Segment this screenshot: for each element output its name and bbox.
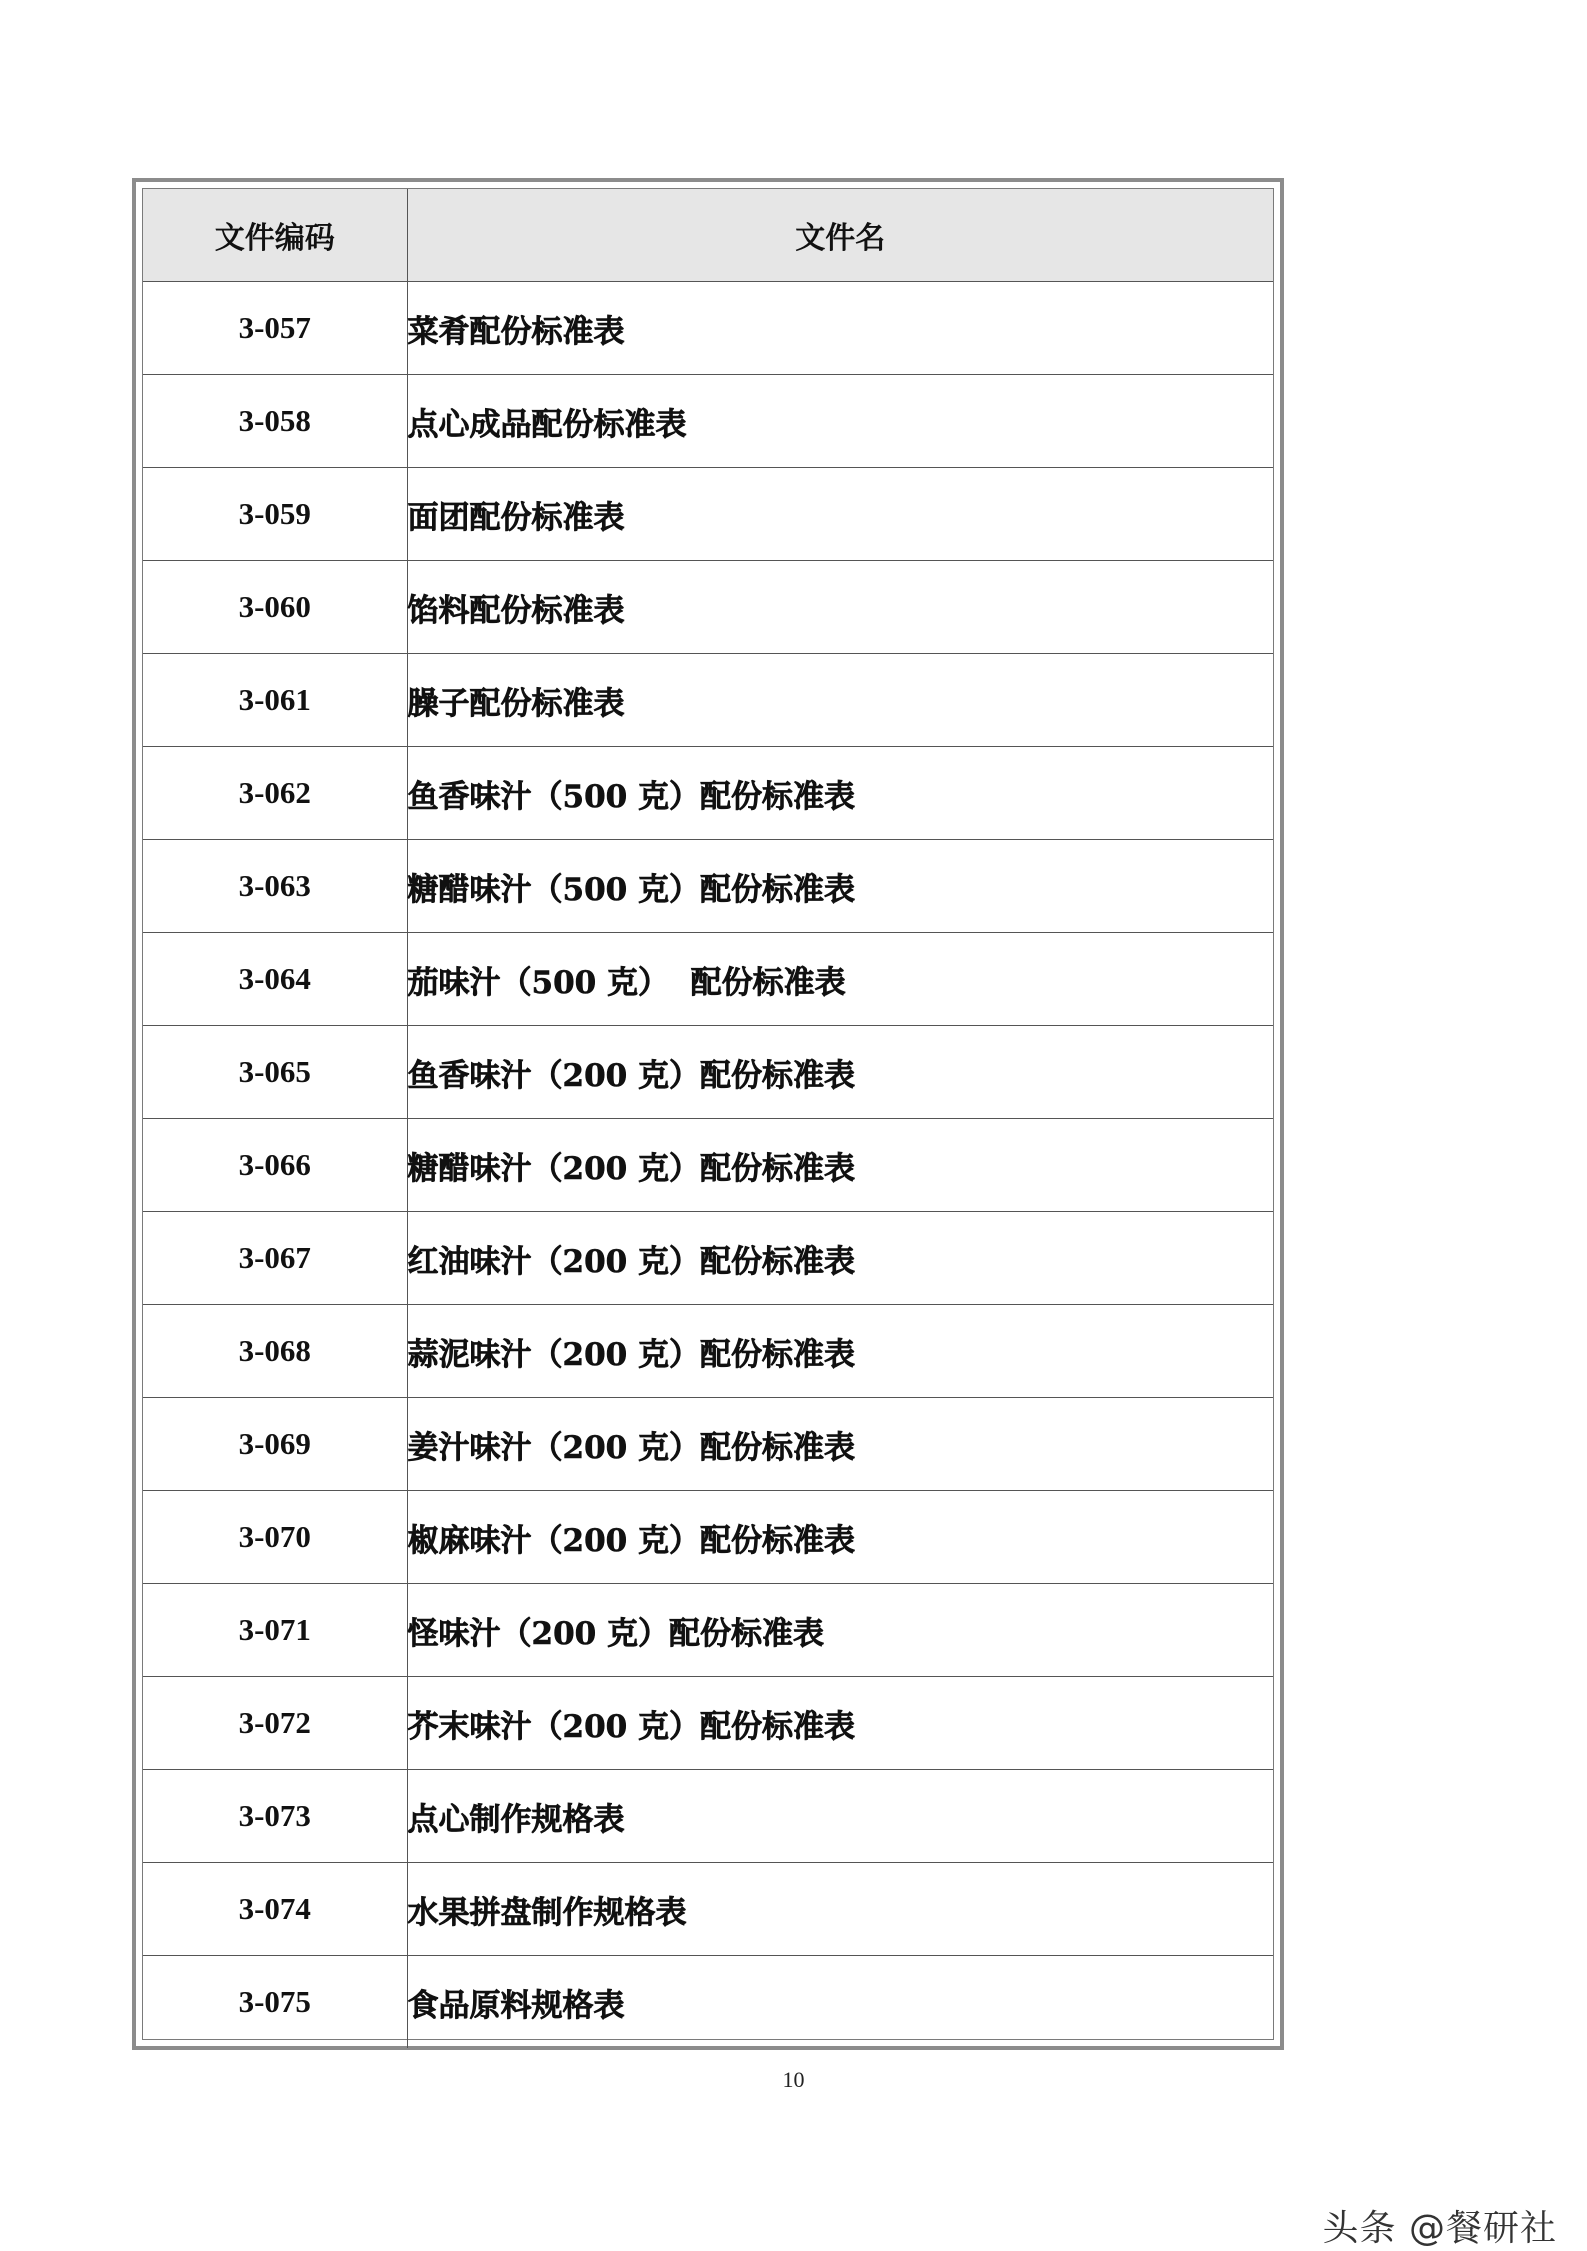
file-code-cell: 3-073 (143, 1770, 407, 1863)
table-row (143, 561, 1273, 654)
file-code-cell: 3-063 (143, 840, 407, 933)
file-name-cell: 水果拼盘制作规格表 (407, 1863, 1273, 1956)
file-list-table (143, 189, 1273, 2048)
file-code-cell: 3-072 (143, 1677, 407, 1770)
table-header-row (143, 189, 1273, 282)
file-name-cell: 鱼香味汁（500 克）配份标准表 (407, 747, 1273, 840)
table-row (143, 1305, 1273, 1398)
table-row (143, 1956, 1273, 2049)
file-name-cell: 面团配份标准表 (407, 468, 1273, 561)
file-name-cell: 糖醋味汁（200 克）配份标准表 (407, 1119, 1273, 1212)
header-file-name: 文件名 (407, 189, 1273, 282)
table-row (143, 1770, 1273, 1863)
file-code-cell: 3-069 (143, 1398, 407, 1491)
table-row (143, 1398, 1273, 1491)
file-name-cell: 食品原料规格表 (407, 1956, 1273, 2049)
table-row (143, 282, 1273, 375)
document-table-frame (132, 178, 1284, 2050)
document-table-border (142, 188, 1274, 2040)
file-code-cell: 3-068 (143, 1305, 407, 1398)
page-number: 10 (782, 2067, 805, 2092)
table-row (143, 933, 1273, 1026)
file-name-cell: 怪味汁（200 克）配份标准表 (407, 1584, 1273, 1677)
file-code-cell: 3-062 (143, 747, 407, 840)
table-row (143, 1491, 1273, 1584)
file-code-cell: 3-067 (143, 1212, 407, 1305)
file-name-cell: 糖醋味汁（500 克）配份标准表 (407, 840, 1273, 933)
file-code-cell: 3-066 (143, 1119, 407, 1212)
table-row (143, 1119, 1273, 1212)
table-row (143, 1863, 1273, 1956)
header-file-code: 文件编码 (143, 189, 407, 282)
file-name-cell: 红油味汁（200 克）配份标准表 (407, 1212, 1273, 1305)
file-code-cell: 3-061 (143, 654, 407, 747)
table-row (143, 1584, 1273, 1677)
file-name-cell: 蒜泥味汁（200 克）配份标准表 (407, 1305, 1273, 1398)
file-name-cell: 椒麻味汁（200 克）配份标准表 (407, 1491, 1273, 1584)
file-code-cell: 3-074 (143, 1863, 407, 1956)
file-name-cell: 鱼香味汁（200 克）配份标准表 (407, 1026, 1273, 1119)
table-row (143, 654, 1273, 747)
table-row (143, 1212, 1273, 1305)
file-name-cell: 芥末味汁（200 克）配份标准表 (407, 1677, 1273, 1770)
file-code-cell: 3-071 (143, 1584, 407, 1677)
table-row (143, 375, 1273, 468)
file-code-cell: 3-058 (143, 375, 407, 468)
file-name-cell: 姜汁味汁（200 克）配份标准表 (407, 1398, 1273, 1491)
table-row (143, 840, 1273, 933)
table-row (143, 1677, 1273, 1770)
file-code-cell: 3-065 (143, 1026, 407, 1119)
file-code-cell: 3-075 (143, 1956, 407, 2049)
file-name-cell: 点心制作规格表 (407, 1770, 1273, 1863)
file-name-cell: 臊子配份标准表 (407, 654, 1273, 747)
table-body (143, 282, 1273, 2049)
file-name-cell: 菜肴配份标准表 (407, 282, 1273, 375)
file-name-cell: 馅料配份标准表 (407, 561, 1273, 654)
table-row (143, 747, 1273, 840)
file-code-cell: 3-060 (143, 561, 407, 654)
file-code-cell: 3-064 (143, 933, 407, 1026)
source-watermark: 头条 @餐研社 (1322, 2208, 1557, 2249)
table-row (143, 1026, 1273, 1119)
file-code-cell: 3-059 (143, 468, 407, 561)
file-code-cell: 3-057 (143, 282, 407, 375)
table-row (143, 468, 1273, 561)
file-name-cell: 茄味汁（500 克） 配份标准表 (407, 933, 1273, 1026)
file-name-cell: 点心成品配份标准表 (407, 375, 1273, 468)
file-code-cell: 3-070 (143, 1491, 407, 1584)
